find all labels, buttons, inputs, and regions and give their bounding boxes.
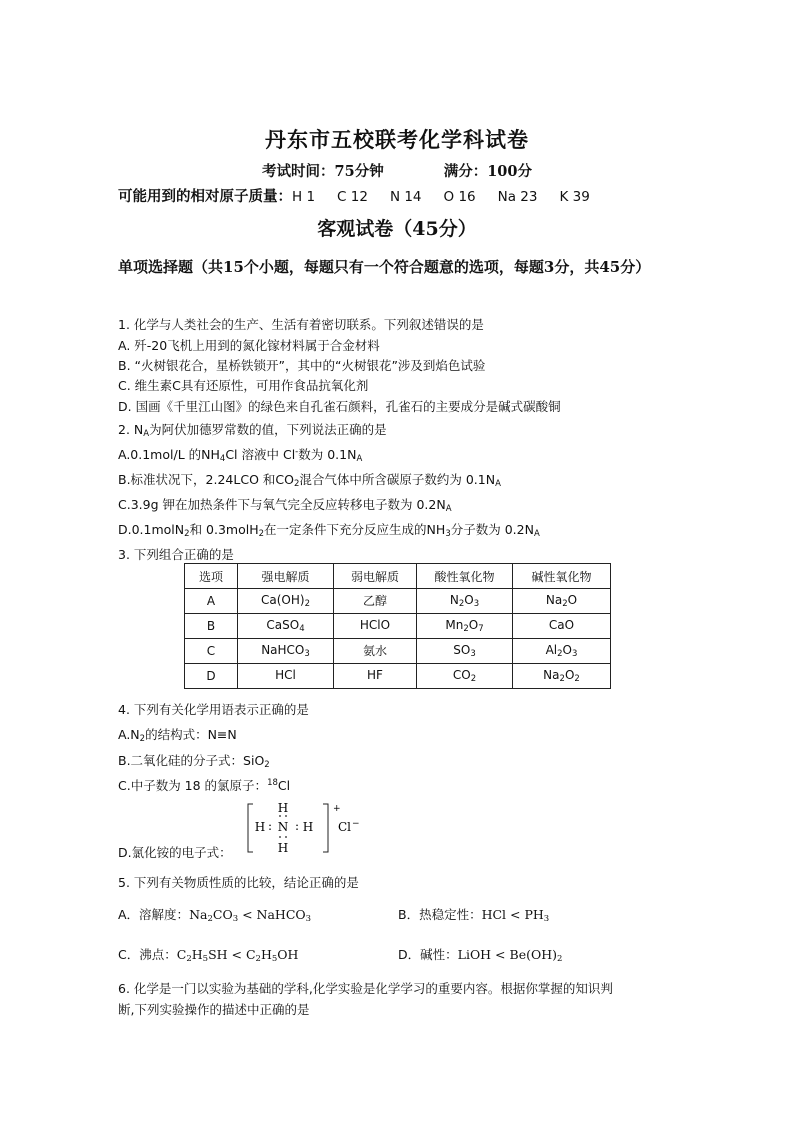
table-row — [185, 664, 611, 689]
pair-right: : — [294, 819, 300, 833]
electron-dot — [285, 815, 287, 817]
table-cell: $Na_2O$ — [513, 589, 611, 614]
table-cell: HClO — [334, 614, 417, 639]
table-cell: C — [185, 639, 238, 664]
table-cell: NaHCO$_3$ — [238, 639, 334, 664]
q5-option-a: A．溶解度：$Na_2CO_3$ < NaHCO$_3$ — [118, 907, 312, 924]
table-cell: CaSO$_4$ — [238, 614, 334, 639]
table-row — [185, 614, 611, 639]
left-bracket — [248, 804, 253, 852]
q4-option-c: C.中子数为 18 的氯原子：$^{18}$Cl — [118, 778, 291, 793]
n-center: N — [277, 820, 289, 834]
q5-option-b: B．热稳定性：HCl < $PH_3$ — [398, 907, 550, 924]
pair-left: : — [267, 819, 273, 833]
table-cell: CaO — [513, 614, 611, 639]
table-header: 酸性氧化物 — [417, 564, 513, 589]
q2-option-d: D.0.1molN$_2$和 0.3molH$_2$在一定条件下充分反应生成的$NH_3$分子数为 $0.2N_A$ — [118, 522, 540, 539]
q4-option-b: B.二氧化硅的分子式：SiO$_2$ — [118, 753, 270, 770]
exam-title: 丹东市五校联考化学科试卷 — [265, 127, 529, 152]
atomic-mass-line — [118, 185, 612, 206]
q6-stem-line1: 6. 化学是一门以实验为基础的学科,化学实验是化学学习的重要内容。根据你掌握的知识判 — [118, 981, 613, 996]
q2-stem: 2. $N_A$为阿伏加德罗常数的值，下列说法正确的是 — [118, 422, 387, 439]
ammonium-chloride-electron-formula — [246, 802, 366, 854]
table-cell: $SO_3$ — [417, 639, 513, 664]
exam-score: 满分：100分 — [443, 163, 532, 180]
table-header: 碱性氧化物 — [513, 564, 611, 589]
table-cell: $Na_2O_2$ — [513, 664, 611, 689]
exam-meta — [0, 160, 794, 181]
atom-n: N 14 — [389, 189, 422, 205]
charge-plus: + — [333, 804, 341, 814]
q6-stem-line2: 断,下列实验操作的描述中正确的是 — [118, 1002, 310, 1017]
table-header: 强电解质 — [238, 564, 334, 589]
table-cell: A — [185, 589, 238, 614]
table-cell: 乙醇 — [334, 589, 417, 614]
q5-option-d: D．碱性：LiOH < $Be(OH)_2$ — [398, 947, 563, 964]
q3-stem: 3. 下列组合正确的是 — [118, 547, 234, 562]
h-top: H — [277, 802, 289, 815]
exam-time: 考试时间：75分钟 — [262, 163, 384, 180]
electron-dot — [279, 815, 281, 817]
q4-option-d: D.氯化铵的电子式： — [118, 845, 232, 860]
q5-option-c: C．沸点：$C_2H_5SH < C_2H_5OH$ — [118, 947, 299, 964]
table-cell: 氨水 — [334, 639, 417, 664]
atom-c: C 12 — [337, 189, 368, 205]
table-cell: $CO_2$ — [417, 664, 513, 689]
h-left: H — [254, 820, 266, 834]
table-cell: B — [185, 614, 238, 639]
q2-option-c: C.3.9g 钾在加热条件下与氧气完全反应转移电子数为 $0.2N_A$ — [118, 497, 452, 514]
h-bottom: H — [277, 841, 289, 854]
q4-stem: 4. 下列有关化学用语表示正确的是 — [118, 702, 309, 717]
electron-dot — [285, 836, 287, 838]
q4-option-a: $A.N_2$的结构式：N≡N — [118, 727, 237, 744]
right-bracket — [323, 804, 328, 852]
section-instructions: 单项选择题（共15个小题，每题只有一个符合题意的选项，每题3分，共45分） — [118, 258, 651, 276]
h-right: H — [302, 820, 314, 834]
table-cell: $Mn_2O_7$ — [417, 614, 513, 639]
table-cell: $Al_2O_3$ — [513, 639, 611, 664]
q1-stem: 1. 化学与人类社会的生产、生活有着密切联系。下列叙述错误的是 — [118, 317, 484, 332]
table-header: 选项 — [185, 564, 238, 589]
q5-stem: 5. 下列有关物质性质的比较，结论正确的是 — [118, 875, 359, 890]
table-cell: $N_2O_3$ — [417, 589, 513, 614]
q1-option-a: A. 歼-20飞机上用到的氮化镓材料属于合金材料 — [118, 338, 380, 353]
table-header-row — [185, 564, 611, 589]
table-row — [185, 639, 611, 664]
charge-minus: − — [352, 819, 360, 829]
q1-option-c: C. 维生素C具有还原性，可用作食品抗氧化剂 — [118, 378, 369, 393]
atomic-mass-label: 可能用到的相对原子质量： — [118, 188, 292, 205]
electron-dot — [279, 836, 281, 838]
table-cell: HCl — [238, 664, 334, 689]
atom-h: H 1 — [292, 189, 316, 205]
q2-option-a: A.0.1mol/L 的$NH_4Cl$ 溶液中 Cl-数为 $0.1N_A$ — [118, 447, 363, 464]
atom-na: Na 23 — [497, 189, 538, 205]
table-cell: HF — [334, 664, 417, 689]
table-header: 弱电解质 — [334, 564, 417, 589]
table-cell: $Ca(OH)_2$ — [238, 589, 334, 614]
atom-o: O 16 — [443, 189, 476, 205]
q2-option-b: B.标准状况下，2.24LCO 和$CO_2$混合气体中所含碳原子数约为 $0.1N_A$ — [118, 472, 501, 489]
q3-table — [184, 563, 611, 689]
objective-title: 客观试卷（45分） — [317, 218, 477, 240]
chloride-ion: Cl — [338, 820, 352, 834]
q1-option-b: B. “火树银花合，星桥铁锁开”，其中的“火树银花”涉及到焰色试验 — [118, 358, 486, 373]
table-cell: D — [185, 664, 238, 689]
atom-k: K 39 — [559, 189, 590, 205]
table-row — [185, 589, 611, 614]
q1-option-d: D. 国画《千里江山图》的绿色来自孔雀石颜料，孔雀石的主要成分是碱式碳酸铜 — [118, 399, 561, 414]
